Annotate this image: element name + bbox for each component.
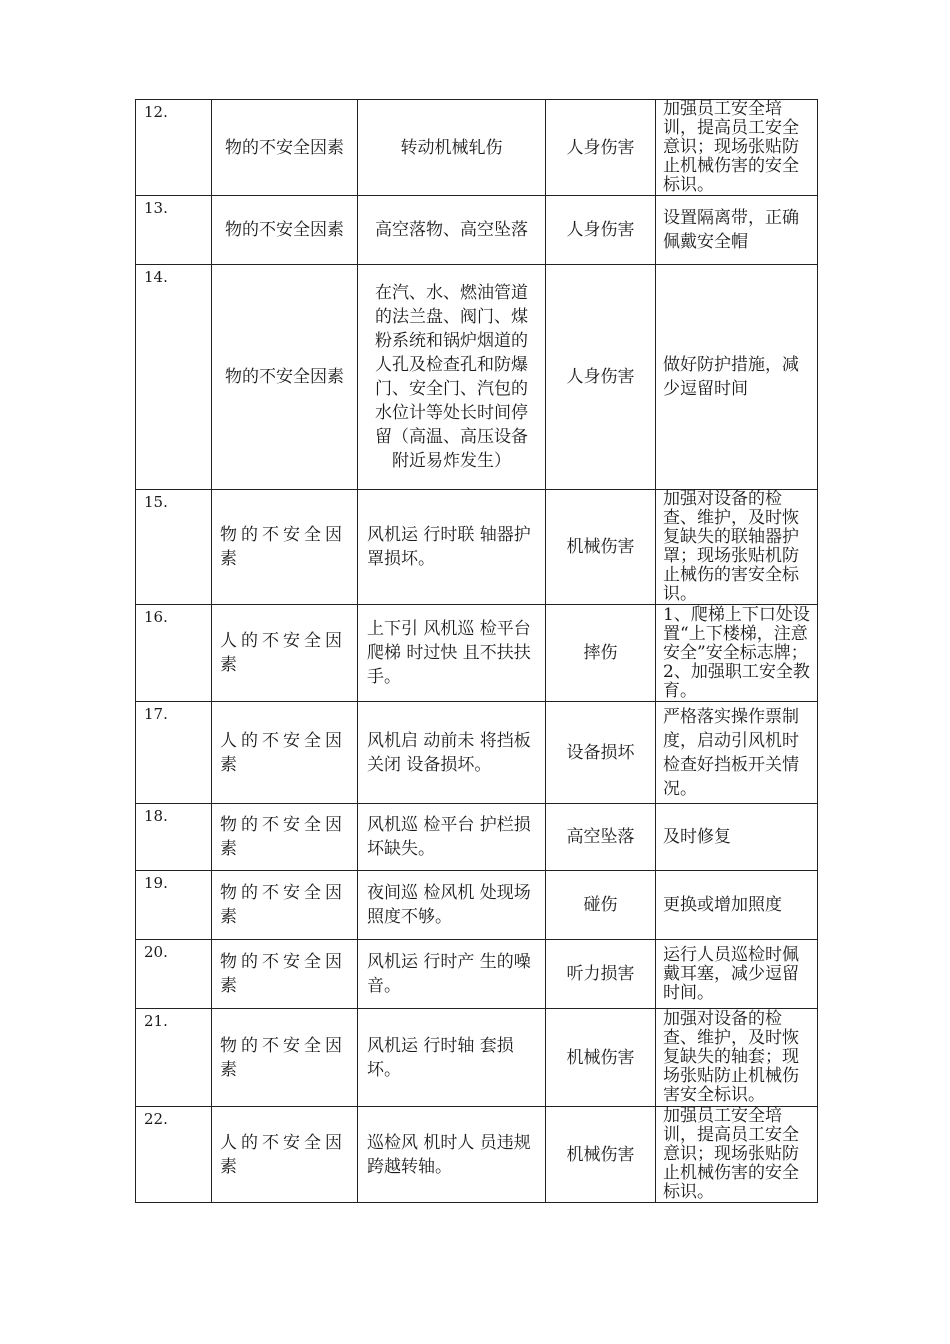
hazard-description: 巡检风 机时人 员违规跨越转轴。 [358, 1107, 546, 1203]
hazard-description: 风机运 行时轴 套损坏。 [358, 1009, 546, 1107]
row-number: 13. [136, 196, 212, 265]
hazard-description: 风机运 行时产 生的噪音。 [358, 940, 546, 1009]
control-measure: 设置隔离带，正确佩戴安全帽 [656, 196, 818, 265]
hazard-category: 物的不安全因素 [212, 940, 358, 1009]
row-number: 17. [136, 702, 212, 804]
injury-type: 设备损坏 [546, 702, 656, 804]
control-measure: 更换或增加照度 [656, 871, 818, 940]
row-number: 18. [136, 804, 212, 871]
table-row [136, 1009, 818, 1107]
hazard-category: 物的不安全因素 [212, 265, 358, 490]
hazard-category: 人的不安全因素 [212, 1107, 358, 1203]
table-row [136, 702, 818, 804]
table-row [136, 804, 818, 871]
hazard-description: 上下引 风机巡 检平台爬梯 时过快 且不扶扶手。 [358, 605, 546, 702]
table-row [136, 1107, 818, 1203]
control-measure: 运行人员巡检时佩戴耳塞，减少逗留时间。 [656, 940, 818, 1009]
hazard-category: 物的不安全因素 [212, 196, 358, 265]
injury-type: 机械伤害 [546, 1107, 656, 1203]
hazard-category: 人的不安全因素 [212, 605, 358, 702]
hazard-category: 物的不安全因素 [212, 804, 358, 871]
hazard-description: 风机启 动前未 将挡板关闭 设备损坏。 [358, 702, 546, 804]
row-number: 12. [136, 100, 212, 196]
hazard-category: 物的不安全因素 [212, 1009, 358, 1107]
control-measure: 做好防护措施，减少逗留时间 [656, 265, 818, 490]
control-measure: 及时修复 [656, 804, 818, 871]
row-number: 15. [136, 490, 212, 605]
table-row [136, 940, 818, 1009]
hazard-category: 人的不安全因素 [212, 702, 358, 804]
hazard-table [135, 99, 818, 1203]
injury-type: 人身伤害 [546, 100, 656, 196]
control-measure: 1、爬梯上下口处设置“上下楼梯，注意安全”安全标志牌；2、加强职工安全教育。 [656, 605, 818, 702]
row-number: 21. [136, 1009, 212, 1107]
row-number: 20. [136, 940, 212, 1009]
row-number: 16. [136, 605, 212, 702]
hazard-description: 转动机械轧伤 [358, 100, 546, 196]
injury-type: 人身伤害 [546, 196, 656, 265]
injury-type: 机械伤害 [546, 1009, 656, 1107]
hazard-description: 高空落物、高空坠落 [358, 196, 546, 265]
hazard-description: 风机巡 检平台 护栏损坏缺失。 [358, 804, 546, 871]
injury-type: 高空坠落 [546, 804, 656, 871]
table-row [136, 100, 818, 196]
hazard-description: 夜间巡 检风机 处现场照度不够。 [358, 871, 546, 940]
injury-type: 人身伤害 [546, 265, 656, 490]
hazard-description: 风机运 行时联 轴器护罩损坏。 [358, 490, 546, 605]
hazard-category: 物的不安全因素 [212, 100, 358, 196]
hazard-description: 在汽、水、燃油管道的法兰盘、阀门、煤粉系统和锅炉烟道的人孔及检查孔和防爆门、安全门、汽包的水位计等处长时间停留（高温、高压设备附近易炸发生） [358, 265, 546, 490]
table-row [136, 871, 818, 940]
hazard-category: 物的不安全因素 [212, 871, 358, 940]
table-row [136, 196, 818, 265]
control-measure: 加强员工安全培训，提高员工安全意识；现场张贴防止机械伤害的安全标识。 [656, 1107, 818, 1203]
control-measure: 加强对设备的检查、维护，及时恢复缺失的联轴器护罩；现场张贴机防止械伤的害安全标识。 [656, 490, 818, 605]
injury-type: 碰伤 [546, 871, 656, 940]
injury-type: 机械伤害 [546, 490, 656, 605]
table-row [136, 605, 818, 702]
row-number: 22. [136, 1107, 212, 1203]
injury-type: 听力损害 [546, 940, 656, 1009]
injury-type: 摔伤 [546, 605, 656, 702]
control-measure: 严格落实操作票制度，启动引风机时检查好挡板开关情况。 [656, 702, 818, 804]
row-number: 19. [136, 871, 212, 940]
row-number: 14. [136, 265, 212, 490]
table-row [136, 265, 818, 490]
table-row [136, 490, 818, 605]
hazard-category: 物的不安全因素 [212, 490, 358, 605]
control-measure: 加强对设备的检查、维护，及时恢复缺失的轴套；现场张贴防止机械伤害安全标识。 [656, 1009, 818, 1107]
control-measure: 加强员工安全培训，提高员工安全意识；现场张贴防止机械伤害的安全标识。 [656, 100, 818, 196]
